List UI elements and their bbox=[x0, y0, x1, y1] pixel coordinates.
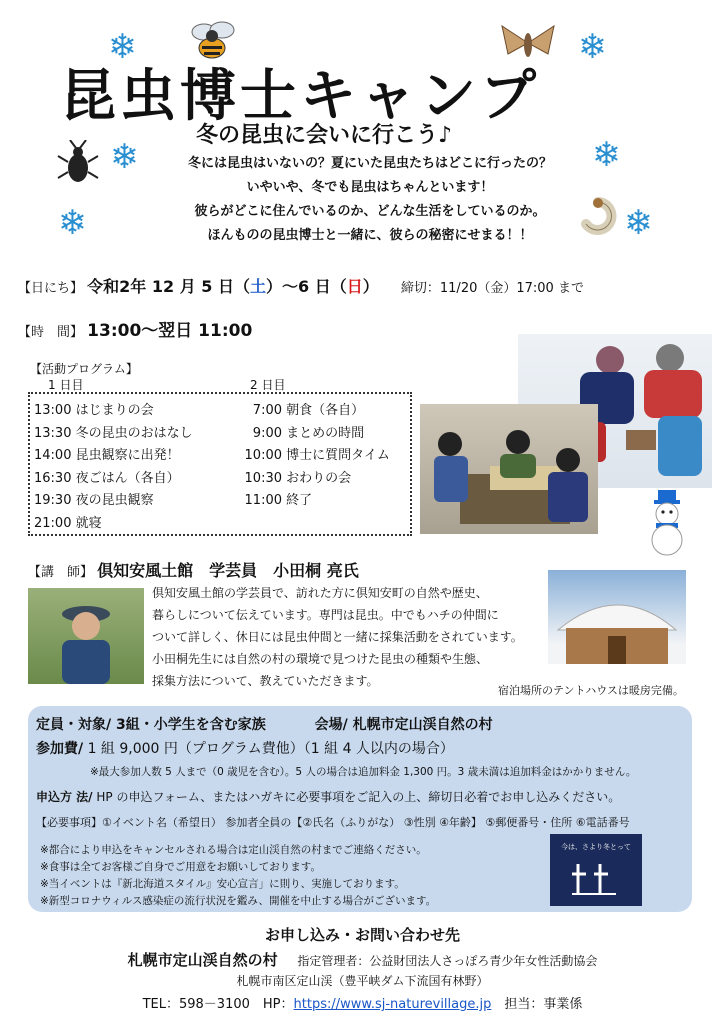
intro-line: 彼らがどこに住んでいるのか、どんな生活をしているのか。 bbox=[194, 204, 546, 219]
lecturer-label: 【講 師】 bbox=[28, 565, 94, 580]
org-name: 札幌市定山渓自然の村 bbox=[127, 951, 278, 969]
program-text: 博士に質問タイム bbox=[286, 448, 390, 463]
time-row bbox=[18, 316, 252, 341]
manager: 指定管理者：公益財団法人さっぽろ青少年女性活動協会 bbox=[297, 954, 598, 968]
contact-heading: お申し込み・お問い合わせ先 bbox=[264, 926, 460, 944]
lecturer-name: 倶知安風土館 学芸員 小田桐 亮氏 bbox=[97, 561, 359, 580]
program-item bbox=[34, 445, 193, 468]
capacity-row bbox=[36, 714, 493, 734]
program-item bbox=[242, 468, 390, 491]
snowflake-icon: ❄ bbox=[592, 135, 621, 175]
note-line: ※都合により申込をキャンセルされる場合は定山渓自然の村までご連絡ください。 bbox=[40, 844, 427, 856]
fee-value: 1 組 9,000 円（プログラム費他）（1 組 4 人以内の場合） bbox=[83, 741, 454, 757]
date-sunday: 日 bbox=[346, 277, 363, 296]
intro-line: 冬には昆虫はいないの？夏にいた昆虫たちはどこに行ったの？ bbox=[187, 156, 552, 171]
program-item bbox=[34, 468, 193, 491]
program-text: はじまりの会 bbox=[75, 403, 154, 418]
date-row bbox=[18, 274, 584, 297]
day1-label: 1 日目 bbox=[48, 378, 84, 392]
program-time: 13:00 bbox=[34, 403, 72, 418]
fee-row bbox=[36, 738, 454, 758]
program-time: 21:00 bbox=[34, 515, 72, 531]
program-item bbox=[34, 423, 193, 446]
date-suffix: ） bbox=[362, 277, 379, 296]
bio-line: 倶知安風土館の学芸員で、訪れた方に倶知安町の自然や歴史、 bbox=[152, 586, 488, 600]
date-label: 【日にち】 bbox=[18, 281, 84, 296]
indoor-activity-photo bbox=[420, 404, 598, 534]
program-item bbox=[242, 400, 390, 423]
info-box bbox=[28, 706, 692, 912]
program-text: おわりの会 bbox=[286, 470, 352, 486]
required-items: 【必要事項】①イベント名（希望日） 参加者全員の【②氏名（ふりがな） ③性別 ④年齢】 ⑤郵便番号・住所 ⑥電話番号 bbox=[36, 816, 630, 829]
snowflake-icon: ❄ bbox=[578, 27, 607, 67]
apply-value: HP の申込フォーム、またはハガキに必要事項をご記入の上、締切日必着でお申し込みください。 bbox=[92, 790, 621, 804]
snowman-icon bbox=[644, 490, 690, 556]
snowflake-icon: ❄ bbox=[58, 203, 87, 243]
lecturer-photo bbox=[28, 588, 144, 684]
venue-label: 会場/ bbox=[314, 717, 348, 733]
note-line: ※食事は全てお客様ご自身でご用意をお願いしております。 bbox=[40, 861, 321, 873]
program-time: 14:00 bbox=[34, 448, 72, 463]
snowflake-icon: ❄ bbox=[624, 203, 653, 243]
tel-row bbox=[0, 993, 725, 1012]
tent-house-photo bbox=[548, 570, 686, 676]
address: 札幌市南区定山渓（豊平峡ダム下流国有林野） bbox=[236, 974, 489, 988]
program-item bbox=[34, 400, 193, 423]
time-value: 13:00〜翌日 11:00 bbox=[87, 321, 253, 341]
program-time: 7:00 bbox=[252, 403, 282, 418]
date-prefix: 令和2年 12 月 5 日（ bbox=[87, 277, 250, 296]
notes-list bbox=[40, 842, 436, 910]
program-time: 11:00 bbox=[244, 493, 282, 508]
program-text: 昆虫観察に出発！ bbox=[75, 448, 180, 463]
program-item bbox=[242, 423, 390, 446]
note-line: ※当イベントは『新北海道スタイル』安心宣言」に則り、実施しております。 bbox=[40, 878, 405, 890]
apply-row bbox=[36, 788, 620, 805]
program-text: 冬の昆虫のおはなし bbox=[75, 425, 193, 441]
program-text: まとめの時間 bbox=[286, 425, 365, 441]
program-item bbox=[242, 445, 390, 468]
day1-list bbox=[34, 400, 193, 535]
deadline: 締切：11/20（金）17:00 まで bbox=[400, 281, 584, 296]
snowflake-icon: ❄ bbox=[110, 137, 139, 177]
website-link[interactable]: https://www.sj-naturevillage.jp bbox=[293, 997, 492, 1012]
snowflake-icon: ❄ bbox=[108, 27, 137, 67]
page-title: 昆虫博士キャンプ bbox=[60, 64, 540, 129]
program-item bbox=[242, 490, 390, 513]
program-time: 10:00 bbox=[244, 448, 282, 463]
page-subtitle: 冬の昆虫に会いに行こう♪ bbox=[196, 123, 453, 148]
intro-line: いやいや、冬でも昆虫はちゃんといます！ bbox=[246, 180, 494, 195]
logo-mark-icon bbox=[572, 860, 620, 896]
bio-line: 小田桐先生には自然の村の環境で見つけた昆虫の種類や生態、 bbox=[152, 652, 489, 666]
time-label: 【時 間】 bbox=[18, 325, 84, 340]
note-line: ※新型コロナウィルス感染症の流行状況を鑑み、開催を中止する場合がございます。 bbox=[40, 895, 437, 907]
lecturer-row bbox=[28, 558, 359, 581]
day2-label: 2 日目 bbox=[250, 378, 286, 392]
intro-line: ほんものの昆虫博士と一緒に、彼らの秘密にせまる！！ bbox=[207, 228, 533, 243]
lecturer-bio bbox=[152, 582, 538, 692]
program-item bbox=[34, 513, 193, 536]
org-row bbox=[0, 949, 725, 970]
program-time: 13:30 bbox=[34, 425, 72, 441]
footer bbox=[0, 924, 725, 1012]
program-time: 16:30 bbox=[34, 470, 72, 486]
program-time: 19:30 bbox=[34, 493, 72, 508]
nature-village-logo bbox=[550, 834, 642, 906]
program-text: 朝食（各自） bbox=[286, 403, 365, 418]
tel: TEL：598－3100 HP： bbox=[142, 997, 294, 1012]
contact-person: 担当：事業係 bbox=[491, 997, 583, 1012]
program-box bbox=[28, 392, 412, 536]
beetle-icon bbox=[54, 140, 102, 188]
bio-line: ついて詳しく、休日には昆虫仲間と一緒に採集活動をされています。 bbox=[152, 630, 523, 644]
program-text: 終了 bbox=[286, 493, 313, 508]
program-time: 9:00 bbox=[252, 425, 282, 441]
fee-note: ※最大参加人数 5 人まで（0 歳児を含む）。5 人の場合は追加料金 1,300 円。3 歳未満は追加料金はかかりません。 bbox=[90, 766, 637, 778]
date-saturday: 土 bbox=[249, 277, 266, 296]
bio-line: 採集方法について、教えていただきます。 bbox=[152, 674, 379, 688]
program-text: 夜の昆虫観察 bbox=[75, 493, 154, 508]
program-text: 就寝 bbox=[75, 515, 102, 531]
program-time: 10:30 bbox=[244, 470, 282, 486]
date-value bbox=[87, 277, 379, 296]
date-mid: ）〜6 日（ bbox=[266, 277, 347, 296]
fee-label: 参加費/ bbox=[36, 741, 84, 757]
bio-line: 暮らしについて伝えています。専門は昆虫。中でもハチの仲間に bbox=[152, 608, 499, 622]
capacity-value: 3組・小学生を含む家族 bbox=[111, 717, 266, 733]
intro-text bbox=[150, 152, 590, 248]
program-label: 【活動プログラム】 bbox=[30, 362, 138, 376]
day2-list bbox=[242, 400, 390, 513]
logo-text: 今は、さより冬とって bbox=[561, 843, 631, 851]
program-item bbox=[34, 490, 193, 513]
program-text: 夜ごはん（各自） bbox=[75, 470, 180, 486]
apply-label: 申込方 法/ bbox=[36, 790, 93, 804]
capacity-label: 定員・対象/ bbox=[36, 717, 112, 733]
venue-value: 札幌市定山渓自然の村 bbox=[347, 717, 493, 733]
tent-caption: 宿泊場所のテントハウスは暖房完備。 bbox=[498, 684, 684, 697]
